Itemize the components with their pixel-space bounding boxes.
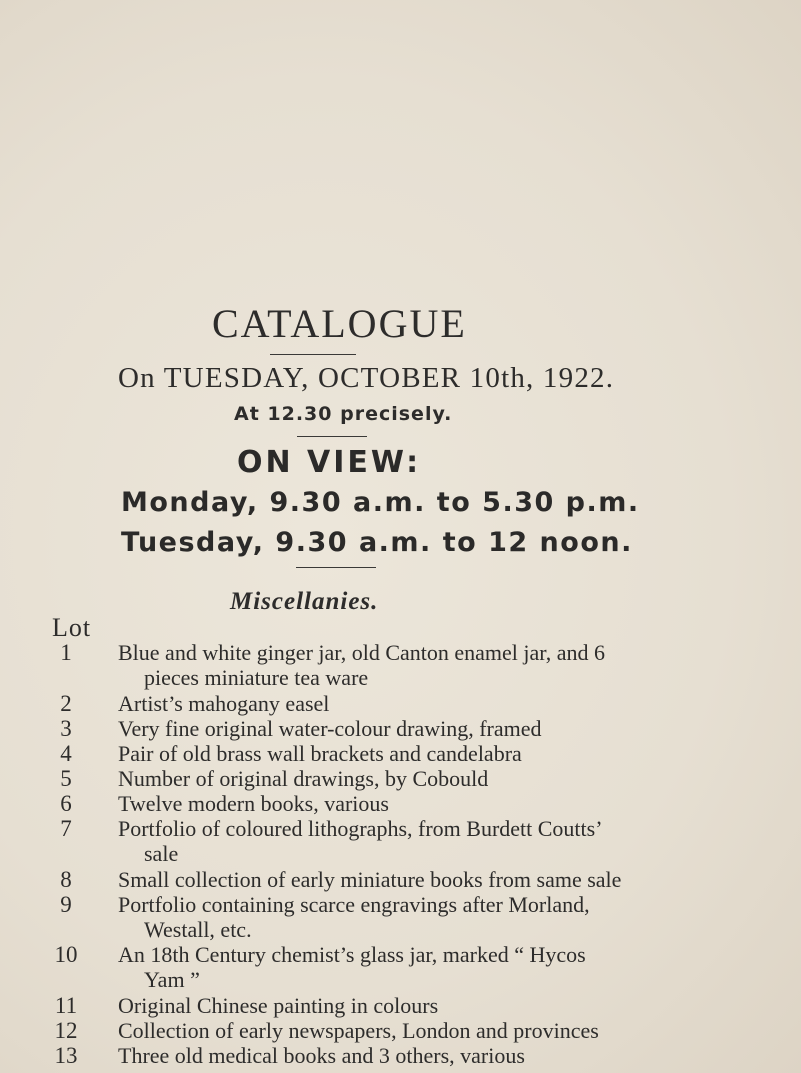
on-view-heading: ON VIEW: (237, 445, 422, 480)
lot-description-line: Collection of early newspapers, London and provinces (118, 1018, 599, 1043)
lot-description (118, 741, 782, 766)
lot-description-continuation: Yam ” (144, 967, 200, 992)
lot-number: 4 (60, 741, 72, 766)
lot-number: 6 (60, 791, 72, 816)
time-divider (297, 436, 367, 437)
lot-description-line: Small collection of early miniature books from same sale (118, 867, 622, 892)
lot-number: 7 (60, 816, 72, 841)
lot-description (118, 892, 782, 942)
lot-column-heading: Lot (52, 613, 92, 642)
lot-description (118, 791, 782, 816)
lot-description-continuation: pieces miniature tea ware (144, 665, 369, 690)
lot-description-line: Very fine original water-colour drawing, framed (118, 716, 542, 741)
view-time-monday: Monday, 9.30 a.m. to 5.30 p.m. (121, 487, 640, 518)
lot-description (118, 766, 782, 791)
lot-description (118, 1043, 782, 1068)
lot-description-line: An 18th Century chemist’s glass jar, marked “ Hycos (118, 942, 586, 967)
lot-number: 1 (60, 640, 72, 665)
lot-description (118, 640, 782, 690)
lot-number: 10 (54, 942, 78, 967)
view-divider (296, 567, 376, 568)
lot-description-line: Twelve modern books, various (118, 791, 389, 816)
title-divider (270, 354, 356, 355)
lot-number: 13 (54, 1043, 78, 1068)
lot-description (118, 691, 782, 716)
lot-description-line: Number of original drawings, by Cobould (118, 766, 489, 791)
lot-number: 9 (60, 892, 72, 917)
lot-description-line: Three old medical books and 3 others, various (118, 1043, 525, 1068)
section-heading: Miscellanies. (230, 588, 379, 615)
lot-description-continuation: sale (144, 841, 179, 866)
sale-time: At 12.30 precisely. (234, 403, 453, 425)
lot-number: 11 (54, 993, 78, 1018)
page-title: CATALOGUE (212, 301, 467, 346)
sale-date: On TUESDAY, OCTOBER 10th, 1922. (118, 362, 615, 394)
lot-description (118, 816, 782, 866)
lot-description (118, 942, 782, 992)
lot-description (118, 993, 782, 1018)
lot-description (118, 716, 782, 741)
lot-number: 5 (60, 766, 72, 791)
lot-description-line: Blue and white ginger jar, old Canton enamel jar, and 6 (118, 640, 605, 665)
lot-description-line: Artist’s mahogany easel (118, 691, 330, 716)
lot-description-line: Portfolio of coloured lithographs, from Burdett Coutts’ (118, 816, 603, 841)
lot-number: 3 (60, 716, 72, 741)
lot-description-line: Original Chinese painting in colours (118, 993, 439, 1018)
lot-number: 2 (60, 691, 72, 716)
lot-description-continuation: Westall, etc. (144, 917, 252, 942)
lot-number: 12 (54, 1018, 78, 1043)
lot-number: 8 (60, 867, 72, 892)
lot-description-line: Pair of old brass wall brackets and candelabra (118, 741, 522, 766)
lot-description-line: Portfolio containing scarce engravings after Morland, (118, 892, 590, 917)
view-time-tuesday: Tuesday, 9.30 a.m. to 12 noon. (121, 527, 633, 558)
lot-description (118, 1018, 782, 1043)
lot-description (118, 867, 782, 892)
